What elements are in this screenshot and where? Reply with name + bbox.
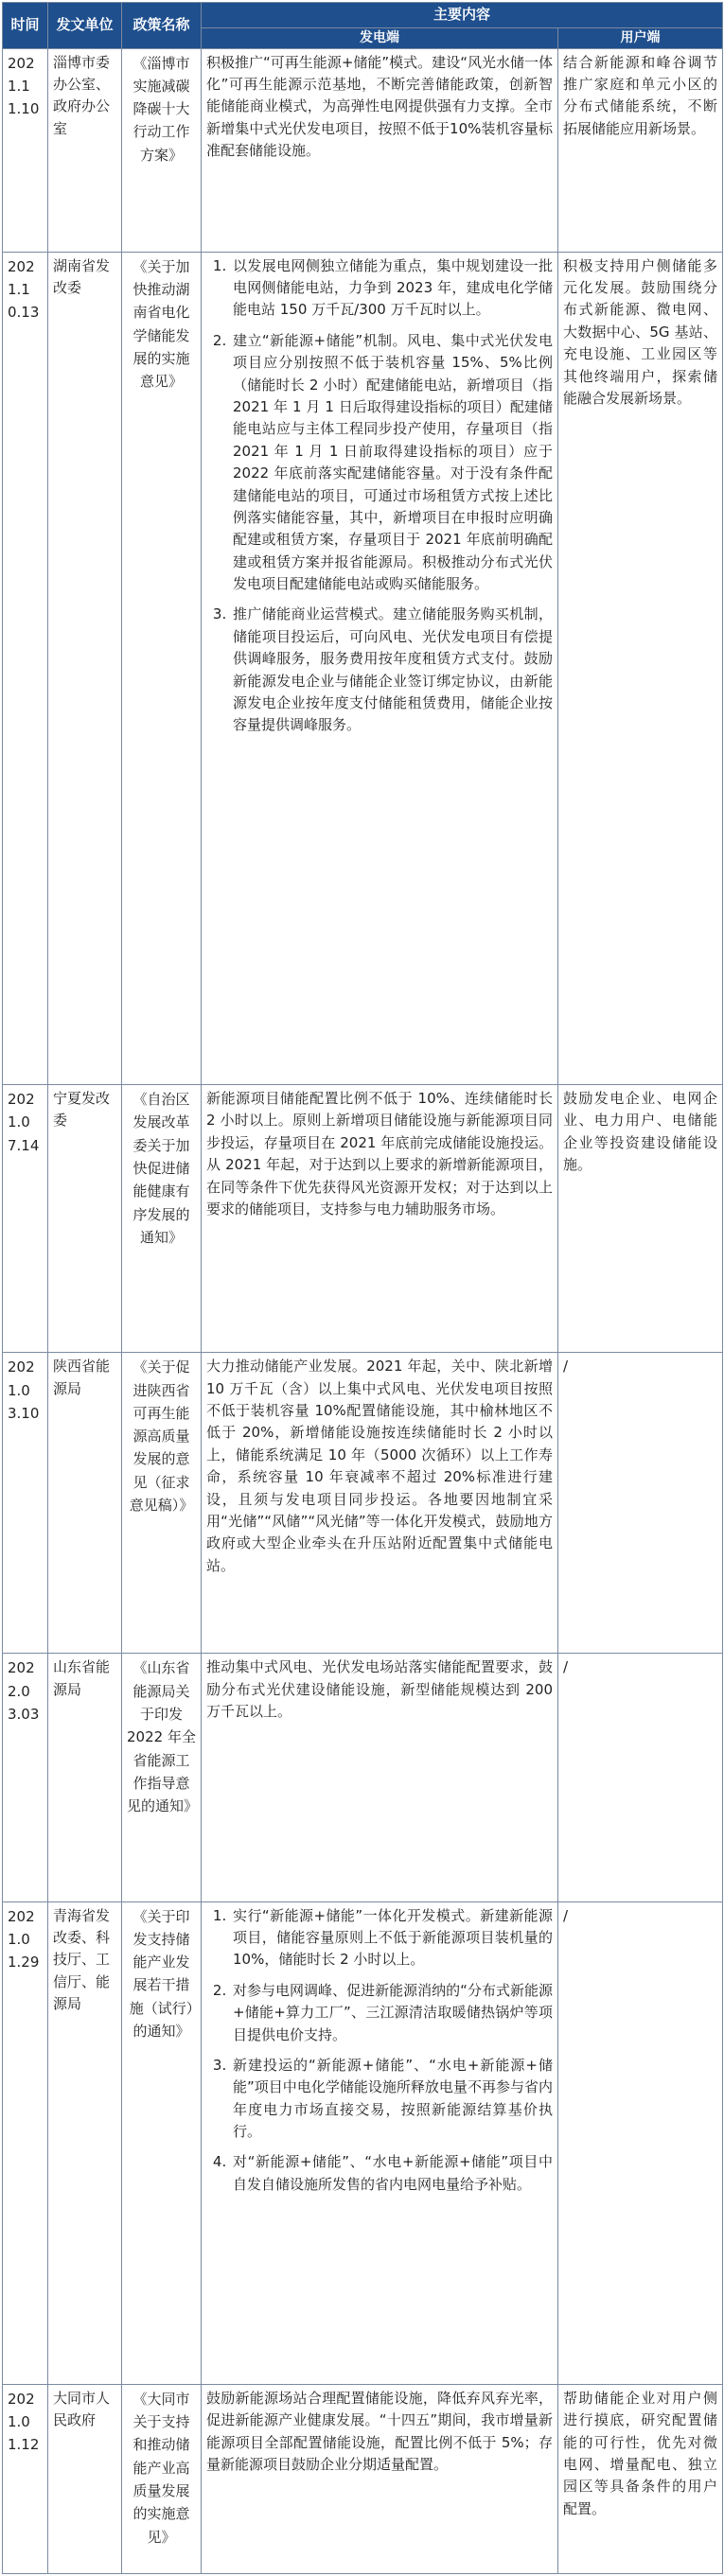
header-main-content: 主要内容: [202, 3, 723, 28]
row-generation-content: 推动集中式风电、光伏发电场站落实储能配置要求，鼓励分布式光伏建设储能设施，新型储能规模达到 200 万千瓦以上。: [202, 1654, 558, 1901]
header-row: [3, 3, 723, 28]
list-item: 1. 以发展电网侧独立储能为重点，集中规划建设一批电网侧储能电站，力争到 2023 年，建成电化学储能电站 150 万千瓦/300 万千瓦时以上。: [231, 255, 553, 322]
header-unit: 发文单位: [48, 3, 122, 49]
row-date: 2021.01.12: [3, 2384, 48, 2573]
row-date: 2021.07.14: [3, 1085, 48, 1353]
row-user-content: /: [558, 1901, 723, 2384]
row-generation-content: [202, 1901, 558, 2384]
header-generation-side: 发电端: [202, 27, 558, 48]
row-unit: 淄博市委办公室、政府办公室: [48, 48, 122, 252]
header-policy-name: 政策名称: [122, 3, 202, 49]
row-policy-name: 《关于印发支持储能产业发展若干措施（试行）的通知》: [122, 1901, 202, 2384]
row-generation-content: 积极推广“可再生能源+储能”模式。建设“风光水储一体化”可再生能源示范基地，不断完善储能政策，创新智能储能商业模式，为高弹性电网提供强有力支撑。全市新增集中式光伏发电项目，按照不低于10%装机容量标准配套储能设施。: [202, 48, 558, 252]
table-row: [3, 48, 723, 252]
row-date: 2021.11.10: [3, 48, 48, 252]
header-user-side: 用户端: [558, 27, 723, 48]
list-item: 3. 新建投运的“新能源+储能”、“水电+新能源+储能”项目中电化学储能设施所释放电量不再参与省内年度电力市场直接交易，按照新能源结算基价执行。: [231, 2055, 553, 2144]
row-user-content: 帮助储能企业对用户侧进行摸底，研究配置储能的可行性，优先对微电网、增量配电、独立园区等具备条件的用户配置。: [558, 2384, 723, 2573]
row-date: 2021.10.13: [3, 252, 48, 1084]
policy-table: [2, 2, 723, 2574]
row-policy-name: 《关于促进陕西省可再生能源高质量发展的意见（征求意见稿）》: [122, 1353, 202, 1654]
table-row: [3, 1654, 723, 1901]
generation-list: [206, 1905, 553, 2197]
table-row: [3, 1901, 723, 2384]
row-date: 2021.01.29: [3, 1901, 48, 2384]
row-date: 2022.03.03: [3, 1654, 48, 1901]
row-generation-content: 鼓励新能源场站合理配置储能设施，降低弃风弃光率，促进新能源产业健康发展。“十四五”期间，我市增量新能源项目全部配置储能设施，配置比例不低于 5%；存量新能源项目鼓励企业分期适量配置。: [202, 2384, 558, 2573]
row-policy-name: 《山东省能源局关于印发 2022 年全省能源工作指导意见的通知》: [122, 1654, 202, 1901]
list-item: 2. 建立“新能源+储能”机制。风电、集中式光伏发电项目应分别按照不低于装机容量 15%、5%比例（储能时长 2 小时）配建储能电站，新增项目（指 2021 年 1 月 1 日后取得建设指标的项目）配建储能电站应与主体工程同步投产使用，存量项目（指 2021 年 1 月 1 日前取得建设指标的项目）应于 2022 年底前落实配建储能容量。对于没有条件配建储能电站的项目，可通过市场租赁方式按上述比例落实储能容量，其中，新增项目在申报时应明确配建或租赁方案，存量项目于 2021 年底前明确配建或租赁方案并报省能源局。积极推动分布式光伏发电项目配建储能电站或购买储能服务。: [231, 330, 553, 596]
row-unit: 青海省发改委、科技厅、工信厅、能源局: [48, 1901, 122, 2384]
table-row: [3, 1085, 723, 1353]
table-row: [3, 2384, 723, 2573]
row-generation-content: 大力推动储能产业发展。2021 年起，关中、陕北新增 10 万千瓦（含）以上集中式风电、光伏发电项目按照不低于装机容量 10%配置储能设施，其中榆林地区不低于 20%，新增储能设施按连续储能时长 2 小时以上，储能系统满足 10 年（5000 次循环）以上工作寿命，系统容量 10 年衰减率不超过 20%标准进行建设，且须与发电项目同步投运。各地要因地制宜采用“光储”“风储”“风光储”等一体化开发模式，鼓励地方政府或大型企业牵头在升压站附近配置集中式储能电站。: [202, 1353, 558, 1654]
row-unit: 湖南省发改委: [48, 252, 122, 1084]
header-time: 时间: [3, 3, 48, 49]
list-item: 4. 对“新能源+储能”、“水电+新能源+储能”项目中自发自储设施所发售的省内电网电量给予补贴。: [231, 2151, 553, 2196]
table-row: [3, 252, 723, 1084]
table-row: [3, 1353, 723, 1654]
row-generation-content: [202, 252, 558, 1084]
row-user-content: /: [558, 1353, 723, 1654]
row-user-content: 结合新能源和峰谷调节推广家庭和单元小区的分布式储能系统，不断拓展储能应用新场景。: [558, 48, 723, 252]
list-item: 2. 对参与电网调峰、促进新能源消纳的“分布式新能源+储能+算力工厂”、三江源清洁取暖储热锅炉等项目提供电价支持。: [231, 1980, 553, 2046]
row-policy-name: 《关于加快推动湖南省电化学储能发展的实施意见》: [122, 252, 202, 1084]
row-user-content: 鼓励发电企业、电网企业、电力用户、电储能企业等投资建设储能设施。: [558, 1085, 723, 1353]
row-policy-name: 《自治区发展改革委关于加快促进储能健康有序发展的通知》: [122, 1085, 202, 1353]
row-unit: 山东省能源局: [48, 1654, 122, 1901]
row-user-content: 积极支持用户侧储能多元化发展。鼓励围绕分布式新能源、微电网、大数据中心、5G 基站、充电设施、工业园区等其他终端用户，探索储能融合发展新场景。: [558, 252, 723, 1084]
row-policy-name: 《淄博市实施减碳降碳十大行动工作方案》: [122, 48, 202, 252]
row-date: 2021.03.10: [3, 1353, 48, 1654]
row-generation-content: 新能源项目储能配置比例不低于 10%、连续储能时长 2 小时以上。原则上新增项目储能设施与新能源项目同步投运，存量项目在 2021 年底前完成储能设施投运。从 2021 年起，对于达到以上要求的新增新能源项目，在同等条件下优先获得风光资源开发权；对于达到以上要求的储能项目，支持参与电力辅助服务市场。: [202, 1085, 558, 1353]
row-unit: 大同市人民政府: [48, 2384, 122, 2573]
row-unit: 宁夏发改委: [48, 1085, 122, 1353]
row-policy-name: 《大同市关于支持和推动储能产业高质量发展的实施意见》: [122, 2384, 202, 2573]
generation-list: [206, 255, 553, 737]
row-unit: 陕西省能源局: [48, 1353, 122, 1654]
row-user-content: /: [558, 1654, 723, 1901]
list-item: 3. 推广储能商业运营模式。建立储能服务购买机制，储能项目投运后，可向风电、光伏发电项目有偿提供调峰服务，服务费用按年度租赁方式支付。鼓励新能源发电企业与储能企业签订绑定协议，由新能源发电企业按年度支付储能租赁费用，储能企业按容量提供调峰服务。: [231, 604, 553, 736]
list-item: 1. 实行“新能源+储能”一体化开发模式。新建新能源项目，储能容量原则上不低于新能源项目装机量的 10%，储能时长 2 小时以上。: [231, 1905, 553, 1971]
